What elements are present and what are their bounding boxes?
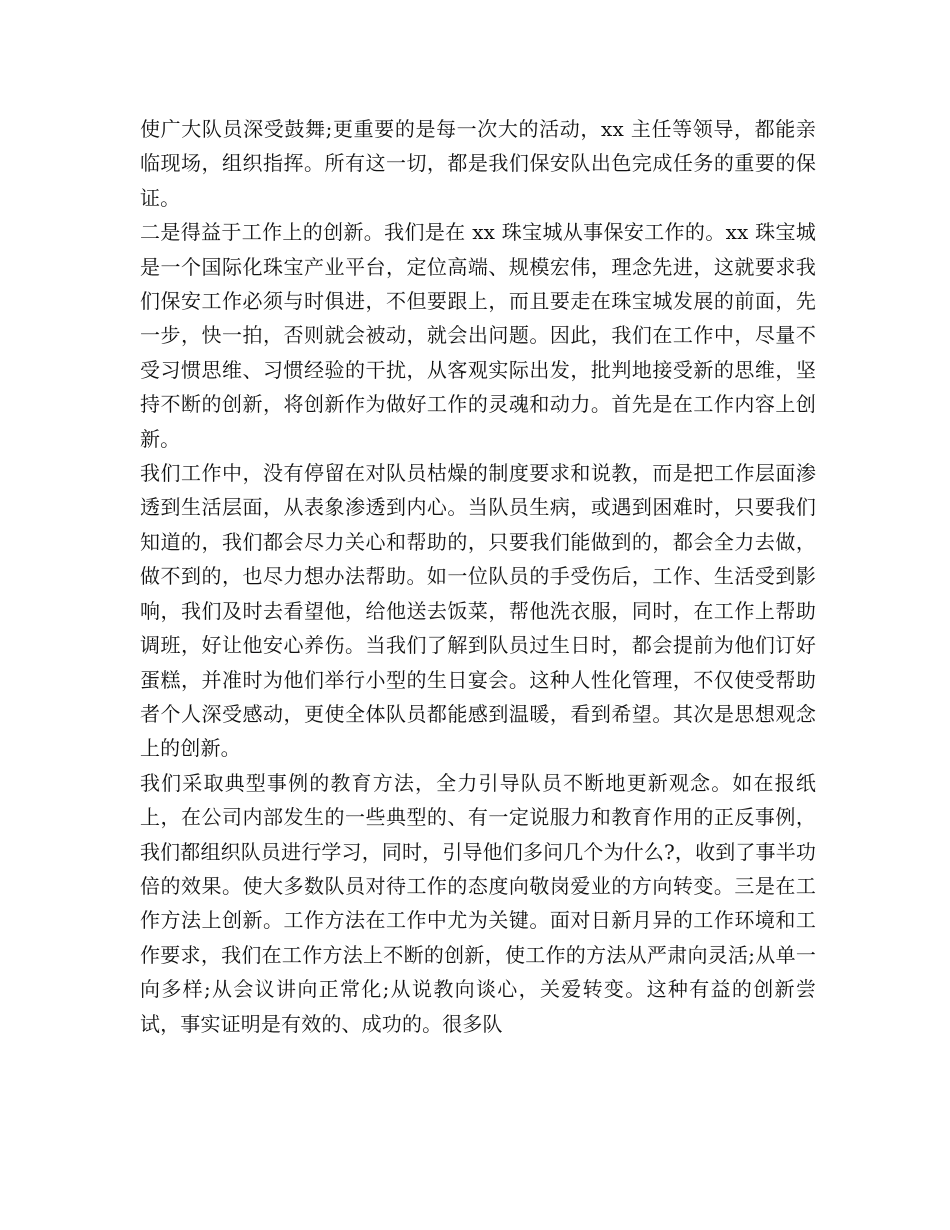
document-body (140, 112, 816, 1041)
paragraph-1: 使广大队员深受鼓舞;更重要的是每一次大的活动，xx 主任等领导，都能亲临现场，组织指挥。所有这一切，都是我们保安队出色完成任务的重要的保证。 (140, 117, 816, 210)
paragraph-2: 二是得益于工作上的创新。我们是在 xx 珠宝城从事保安工作的。xx 珠宝城是一个国际化珠宝产业平台，定位高端、规模宏伟，理念先进，这就要求我们保安工作必须与时俱进，不但要跟上，而且要走在珠宝城发展的前面，先一步，快一拍，否则就会被动，就会出问题。因此，我们在工作中，尽量不受习惯思维、习惯经验的干扰，从客观实际出发，批判地接受新的思维，坚持不断的创新，将创新作为做好工作的灵魂和动力。首先是在工作内容上创新。 (140, 220, 816, 451)
paragraph-4: 我们采取典型事例的教育方法，全力引导队员不断地更新观念。如在报纸上，在公司内部发生的一些典型的、有一定说服力和教育作用的正反事例，我们都组织队员进行学习，同时，引导他们多问几个为什么?，收到了事半功倍的效果。使大多数队员对待工作的态度向敬岗爱业的方向转变。三是在工作方法上创新。工作方法在工作中尤为关键。面对日新月异的工作环境和工作要求，我们在工作方法上不断的创新，使工作的方法从严肃向灵活;从单一向多样;从会议讲向正常化;从说教向谈心，关爱转变。这种有益的创新尝试，事实证明是有效的、成功的。很多队 (140, 770, 816, 1036)
paragraph-3: 我们工作中，没有停留在对队员枯燥的制度要求和说教，而是把工作层面渗透到生活层面，从表象渗透到内心。当队员生病，或遇到困难时，只要我们知道的，我们都会尽力关心和帮助的，只要我们能做到的，都会全力去做，做不到的，也尽力想办法帮助。如一位队员的手受伤后，工作、生活受到影响，我们及时去看望他，给他送去饭菜，帮他洗衣服，同时，在工作上帮助调班，好让他安心养伤。当我们了解到队员过生日时，都会提前为他们订好蛋糕，并准时为他们举行小型的生日宴会。这种人性化管理，不仅使受帮助者个人深受感动，更使全体队员都能感到温暖，看到希望。其次是思想观念上的创新。 (140, 461, 816, 761)
